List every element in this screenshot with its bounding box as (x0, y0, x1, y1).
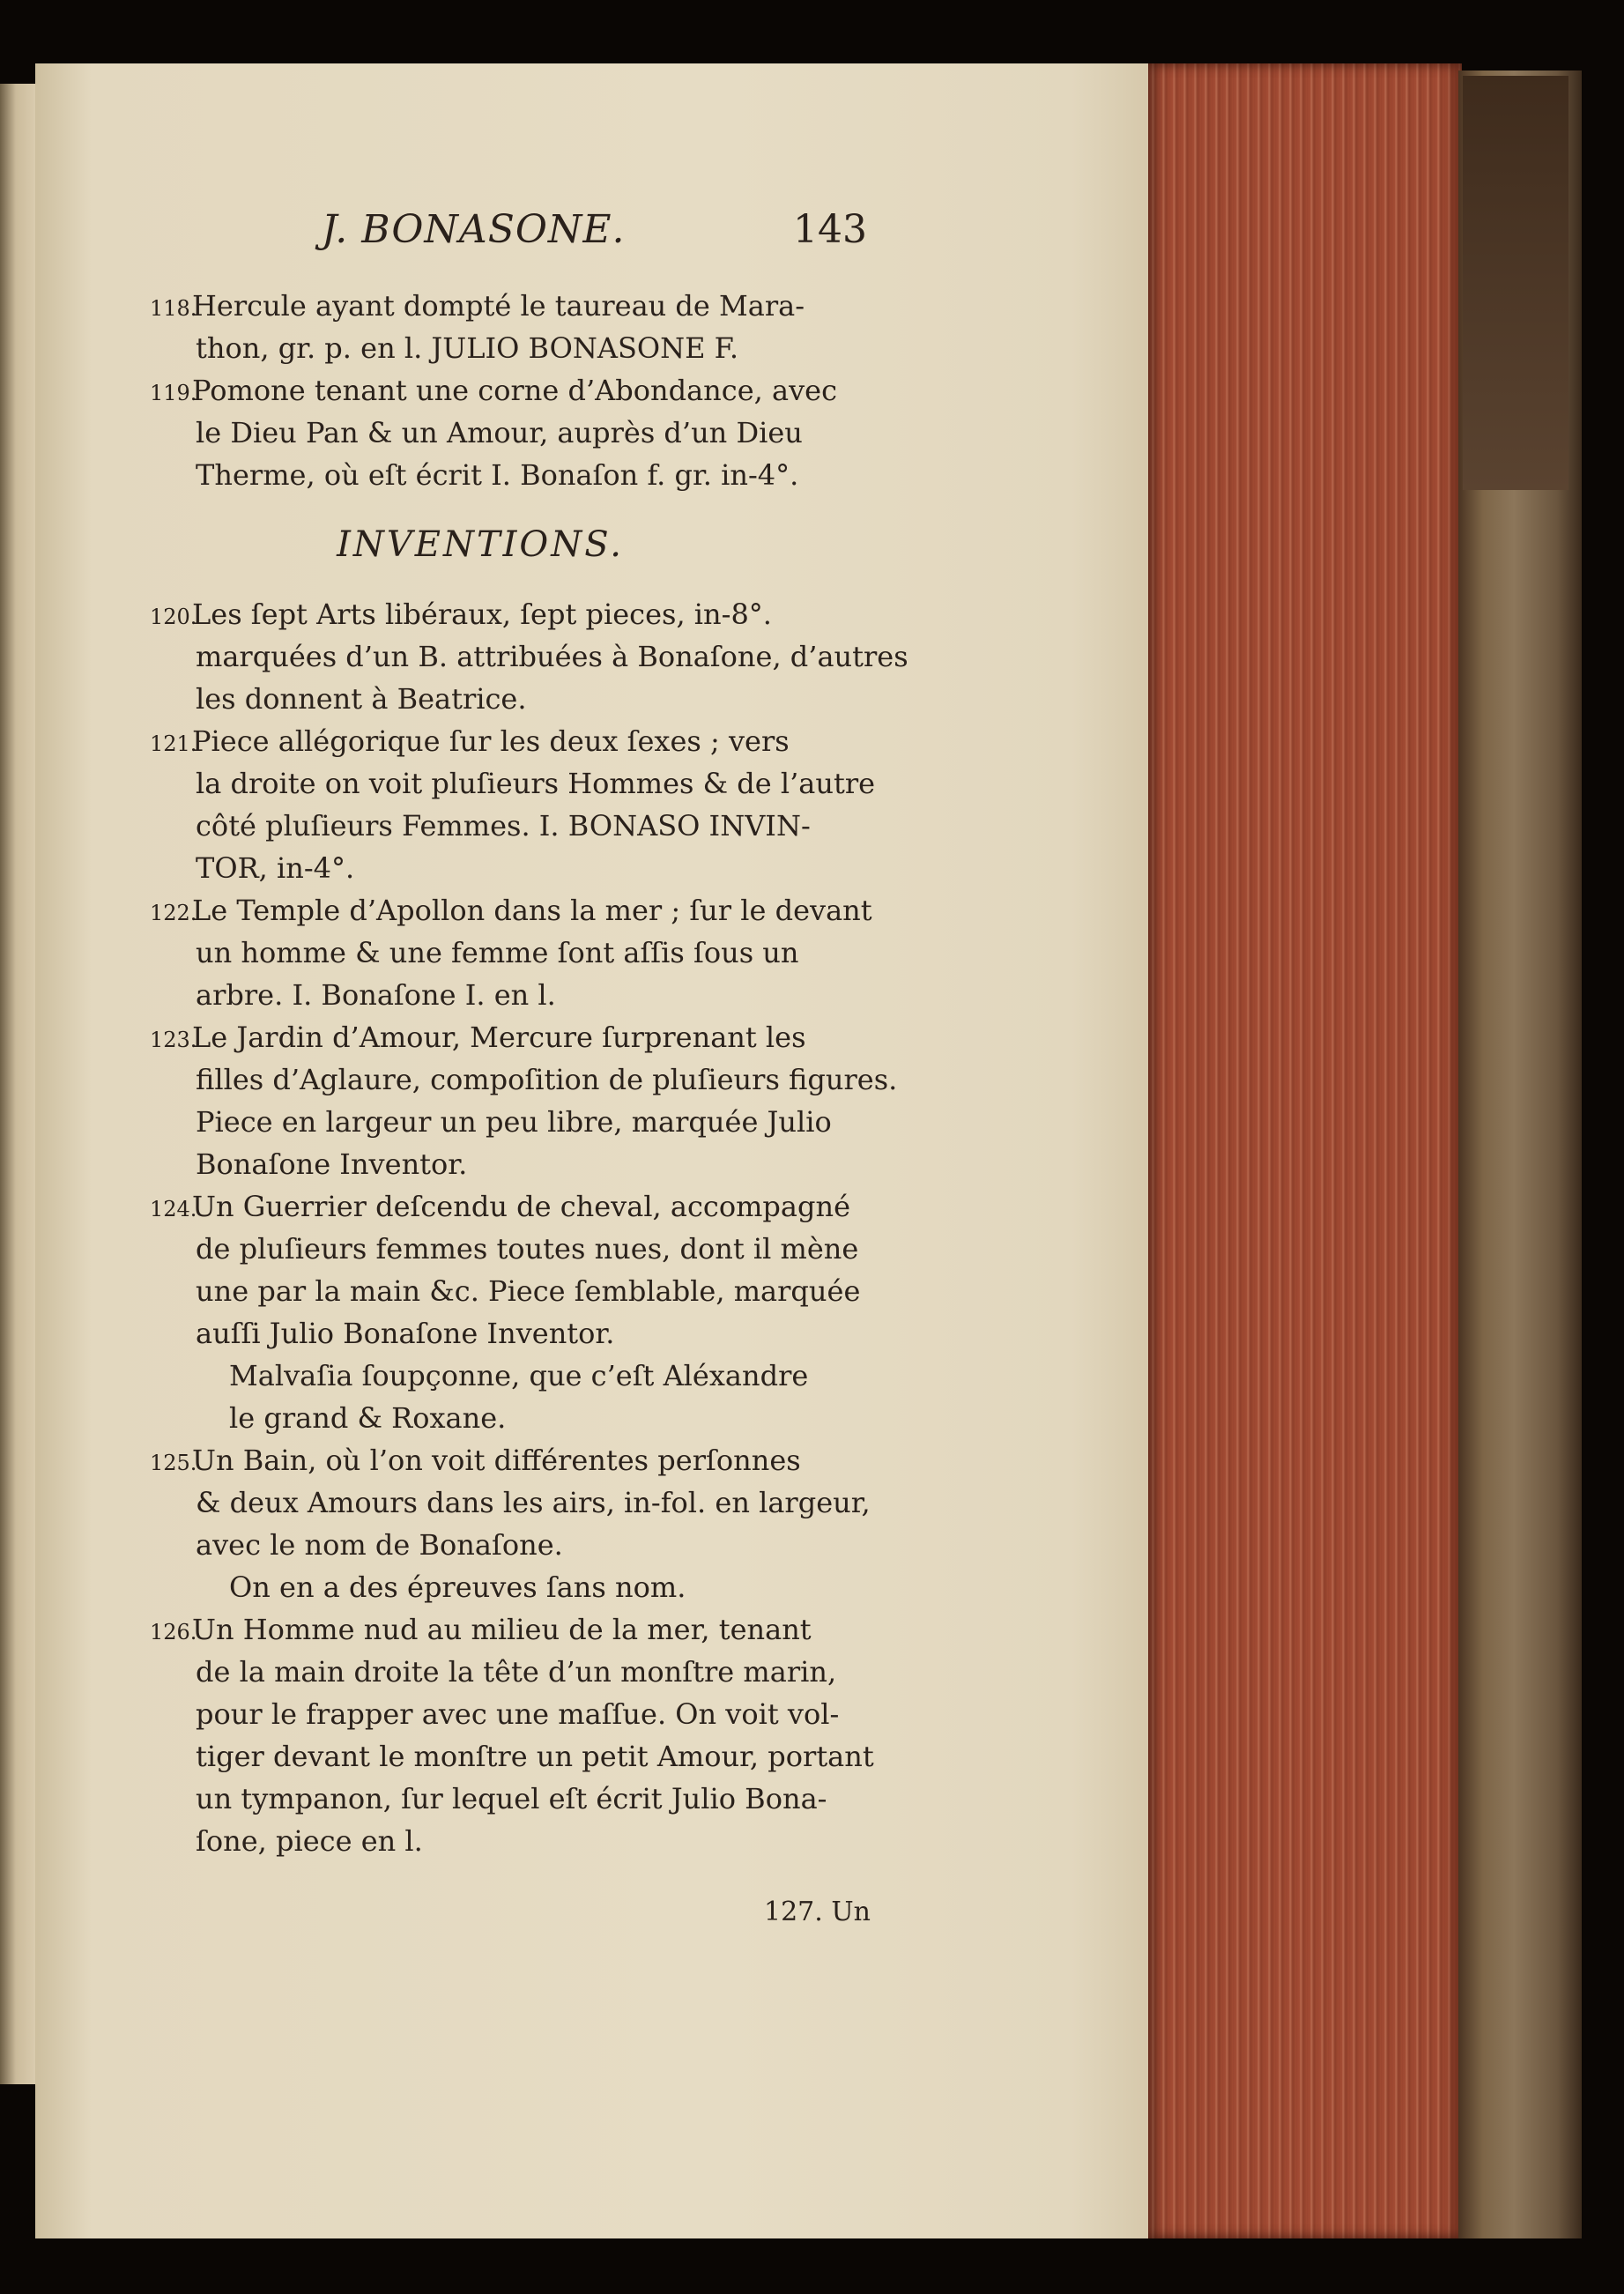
text-line (150, 1651, 890, 1693)
line-content (150, 1355, 808, 1397)
line-content (150, 932, 799, 974)
text-line (150, 1016, 890, 1058)
text-line (150, 412, 890, 454)
line-content (150, 1778, 827, 1820)
text-line (150, 327, 890, 369)
line-content (150, 1228, 858, 1270)
text-line (150, 1312, 890, 1355)
text-line (150, 369, 890, 412)
line-text: marquées d’un B. attribuées à Bonaſone, d’autres (196, 640, 908, 673)
line-text: TOR, in-4°. (196, 851, 355, 885)
text-line (150, 1058, 898, 1101)
text-line (150, 1228, 890, 1270)
page-number: 143 (793, 207, 867, 252)
binding-board-shadow (1463, 76, 1568, 490)
catchword: 127. Un (764, 1897, 871, 1927)
line-text: auſſi Julio Bonaſone Inventor. (196, 1317, 615, 1350)
line-text: thon, gr. p. en l. JULIO BONASONE F. (196, 331, 739, 365)
line-text: Malvaſia ſoupçonne, que c’eſt Aléxandre (229, 1359, 809, 1392)
text-body (150, 285, 908, 1862)
text-line (150, 1439, 890, 1481)
line-text: Piece en largeur un peu libre, marquée Julio (196, 1105, 832, 1139)
line-content (150, 1143, 467, 1185)
text-line (150, 974, 890, 1016)
line-content (150, 327, 738, 369)
line-text: Pomone tenant une corne d’Abondance, avec (192, 374, 837, 407)
line-text: Un Guerrier deſcendu de cheval, accompagné (192, 1190, 851, 1223)
text-line (150, 593, 890, 635)
line-text: Bonaſone Inventor. (196, 1147, 468, 1181)
entry-number: 120. (150, 605, 197, 629)
text-line (150, 1608, 890, 1651)
line-text: Le Jardin d’Amour, Mercure ſurprenant les (192, 1021, 806, 1054)
line-text: de pluſieurs femmes toutes nues, dont il mène (196, 1232, 859, 1266)
text-line (150, 1693, 890, 1735)
entry-number: 125. (150, 1451, 197, 1475)
line-content (150, 1397, 506, 1439)
line-text: le grand & Roxane. (229, 1401, 507, 1435)
text-line (150, 847, 890, 889)
text-line (150, 720, 890, 762)
text-line (150, 285, 890, 327)
text-line (150, 1778, 890, 1820)
line-content (150, 1016, 806, 1058)
line-text: un tympanon, ſur lequel eſt écrit Julio Bona- (196, 1782, 827, 1815)
line-content (150, 635, 908, 678)
text-line (150, 454, 890, 496)
line-content (150, 1312, 614, 1355)
entry-number: 124. (150, 1197, 197, 1221)
line-content (150, 720, 790, 762)
line-content (150, 369, 837, 412)
line-text: Hercule ayant dompté le taureau de Mara- (192, 289, 805, 323)
line-text: de la main droite la tête d’un monſtre marin, (196, 1655, 837, 1689)
line-content (150, 974, 556, 1016)
text-line (150, 1101, 890, 1143)
entry-number: 123. (150, 1028, 197, 1052)
line-text: Un Bain, où l’on voit différentes perſonnes (192, 1444, 801, 1477)
text-line (150, 1270, 890, 1312)
text-line (150, 1735, 890, 1778)
text-line (150, 635, 908, 678)
line-content (150, 847, 354, 889)
line-text: les donnent à Beatrice. (196, 682, 527, 716)
line-text: Therme, où eſt écrit I. Bonaſon f. gr. in-4°. (196, 458, 799, 492)
line-text: avec le nom de Bonaſone. (196, 1528, 563, 1562)
running-head: J. BONASONE. (322, 207, 626, 252)
line-content (150, 805, 811, 847)
line-text: Le Temple d’Apollon dans la mer ; ſur le devant (192, 894, 872, 927)
text-line (150, 889, 890, 932)
section-heading: INVENTIONS. (337, 524, 624, 565)
text-line (150, 932, 890, 974)
line-content (150, 285, 805, 327)
line-text: arbre. I. Bonaſone I. en l. (196, 978, 556, 1012)
text-line (150, 678, 890, 720)
text-line (150, 1185, 890, 1228)
line-text: tiger devant le monſtre un petit Amour, portant (196, 1740, 874, 1773)
entry-number: 126. (150, 1620, 197, 1644)
line-text: le Dieu Pan & un Amour, auprès d’un Dieu (196, 416, 803, 449)
line-text: & deux Amours dans les airs, in-fol. en largeur, (196, 1486, 871, 1519)
line-text: côté pluſieurs Femmes. I. BONASO INVIN- (196, 809, 811, 843)
line-text: une par la main &c. Piece ſemblable, marquée (196, 1274, 861, 1308)
line-content (150, 1735, 874, 1778)
line-content (150, 1270, 860, 1312)
line-content (150, 1185, 850, 1228)
page-header (150, 207, 890, 260)
line-content (150, 454, 798, 496)
text-line (150, 1524, 890, 1566)
text-line (150, 1820, 890, 1862)
page-text (150, 207, 908, 1862)
line-content (150, 762, 875, 805)
red-page-edges (1148, 63, 1462, 2238)
text-line (150, 1397, 890, 1439)
line-text: Un Homme nud au milieu de la mer, tenant (192, 1613, 812, 1646)
line-content (150, 1058, 897, 1101)
line-text: Piece allégorique ſur les deux ſexes ; vers (192, 724, 790, 758)
line-content (150, 889, 872, 932)
text-line (150, 1143, 890, 1185)
entry-number: 119. (150, 381, 197, 405)
line-text: filles d’Aglaure, compoſition de pluſieurs figures. (196, 1063, 898, 1096)
line-text: On en a des épreuves ſans nom. (229, 1570, 686, 1604)
line-content (150, 1524, 563, 1566)
text-line (150, 1355, 890, 1397)
line-content (150, 593, 772, 635)
line-text: un homme & une femme ſont aſſis ſous un (196, 936, 799, 969)
line-content (150, 678, 527, 720)
entry-number: 122. (150, 901, 197, 925)
line-content (150, 1439, 801, 1481)
left-page-edge (0, 84, 35, 2084)
entry-number: 118. (150, 296, 197, 321)
line-text: pour le frapper avec une maſſue. On voit vol- (196, 1697, 840, 1731)
text-line (150, 805, 890, 847)
text-line (150, 1566, 890, 1608)
text-line (150, 762, 890, 805)
line-content (150, 1481, 871, 1524)
line-content (150, 1101, 832, 1143)
line-text: ſone, piece en l. (196, 1824, 423, 1858)
text-line (150, 1481, 890, 1524)
line-content (150, 1608, 812, 1651)
line-content (150, 1566, 686, 1608)
line-text: la droite on voit pluſieurs Hommes & de l’autre (196, 767, 876, 800)
line-content (150, 412, 803, 454)
line-content (150, 1820, 423, 1862)
line-text: Les ſept Arts libéraux, ſept pieces, in-8°. (192, 598, 772, 631)
entry-number: 121. (150, 731, 197, 756)
line-content (150, 1693, 839, 1735)
line-content (150, 1651, 836, 1693)
